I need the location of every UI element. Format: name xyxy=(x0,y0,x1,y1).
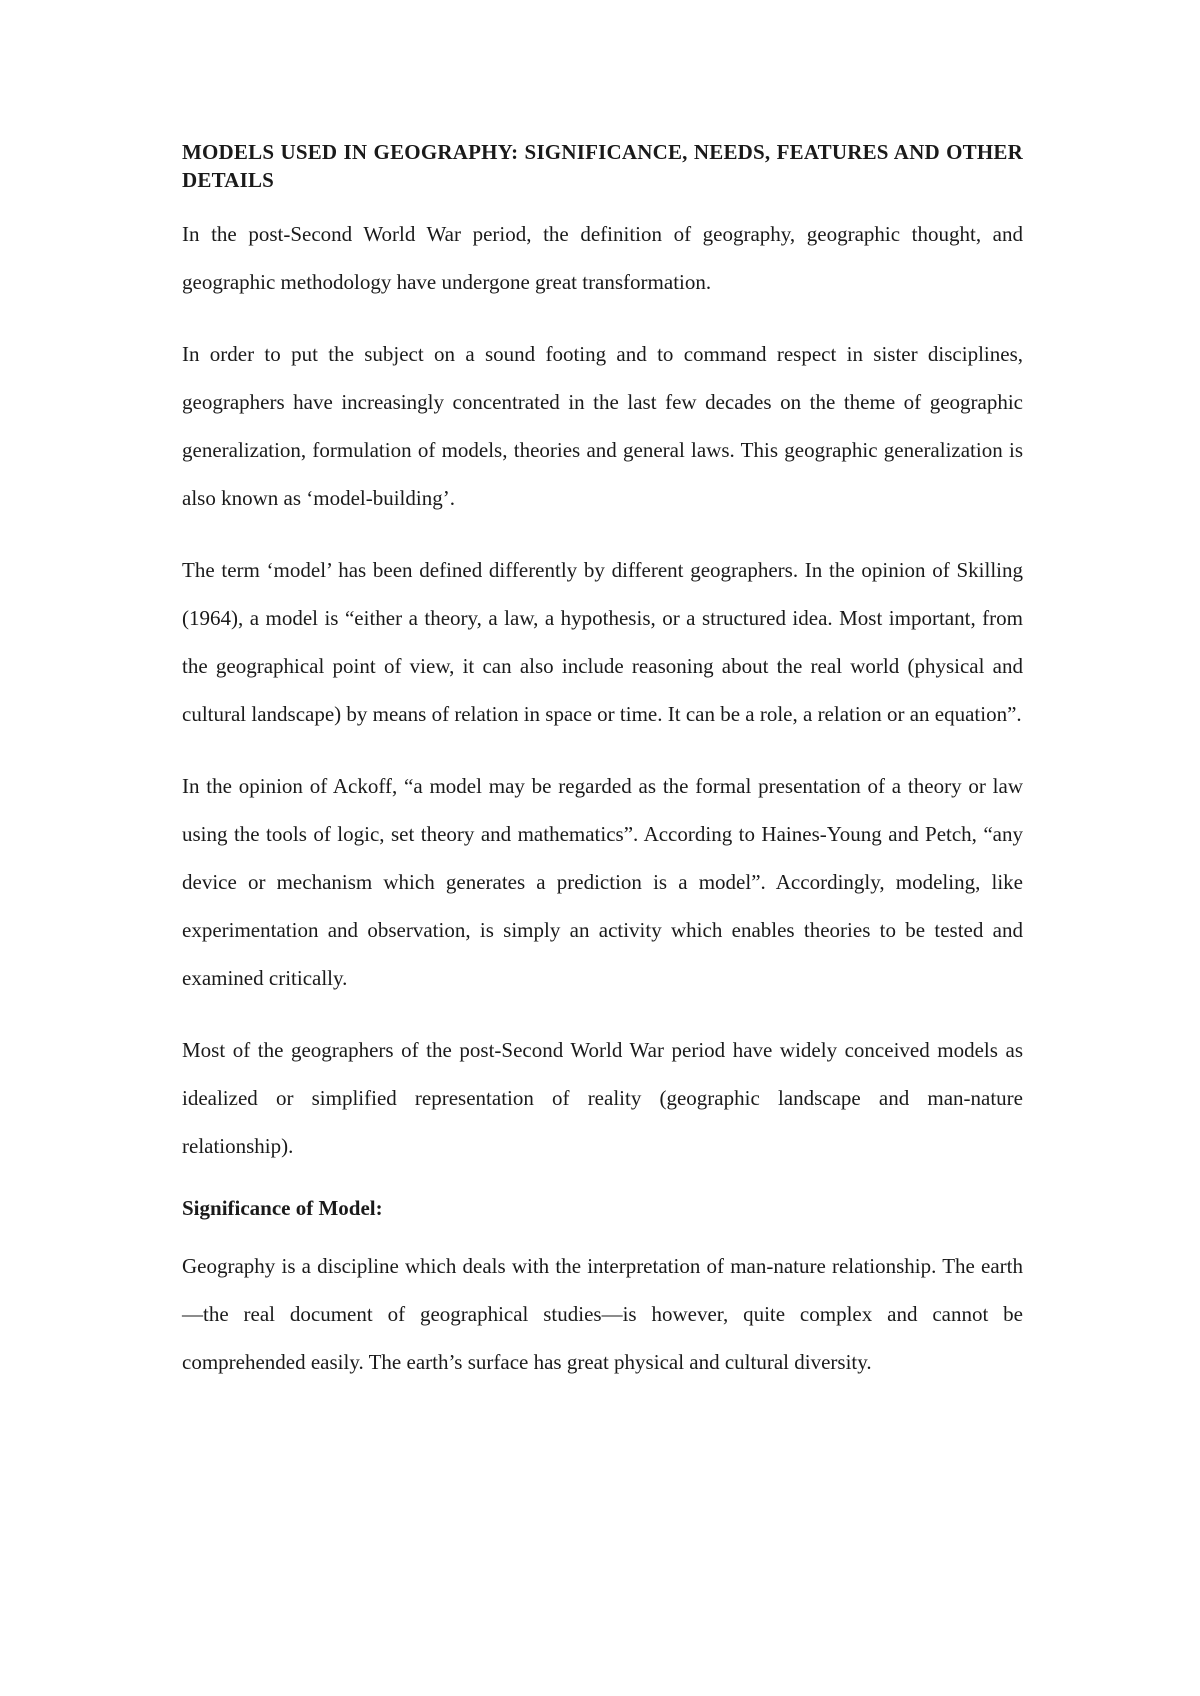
document-page xyxy=(182,138,1023,1410)
section-heading-significance: Significance of Model: xyxy=(182,1196,383,1220)
paragraph-model-building: In order to put the subject on a sound footing and to command respect in sister disciplines, geographers have increasingly concentrated in the last few decades on the theme of geographic generalization, formulation of models, theories and general laws. This geographic generalization is also known as ‘model-building’. xyxy=(182,342,1023,510)
paragraph-idealized-representation: Most of the geographers of the post-Second World War period have widely conceived models as idealized or simplified representation of reality (geographic landscape and man-nature relationship). xyxy=(182,1038,1023,1158)
document-title: MODELS USED IN GEOGRAPHY: SIGNIFICANCE, NEEDS, FEATURES AND OTHER DETAILS xyxy=(182,140,1023,192)
paragraph-ackoff-definition: In the opinion of Ackoff, “a model may be regarded as the formal presentation of a theory or law using the tools of logic, set theory and mathematics”. According to Haines-Young and Petch, “any device or mechanism which generates a prediction is a model”. Accordingly, modeling, like experimentation and observation, is simply an activity which enables theories to be tested and examined critically. xyxy=(182,774,1023,990)
paragraph-intro: In the post-Second World War period, the definition of geography, geographic thought, and geographic methodology have undergone great transformation. xyxy=(182,222,1023,294)
paragraph-skilling-definition: The term ‘model’ has been defined differently by different geographers. In the opinion of Skilling (1964), a model is “either a theory, a law, a hypothesis, or a structured idea. Most important, from the geographical point of view, it can also include reasoning about the real world (physical and cultural landscape) by means of relation in space or time. It can be a role, a relation or an equation”. xyxy=(182,558,1023,726)
paragraph-significance: Geography is a discipline which deals with the interpretation of man-nature relationship. The earth—the real document of geographical studies—is however, quite complex and cannot be comprehended easily. The earth’s surface has great physical and cultural diversity. xyxy=(182,1254,1023,1374)
